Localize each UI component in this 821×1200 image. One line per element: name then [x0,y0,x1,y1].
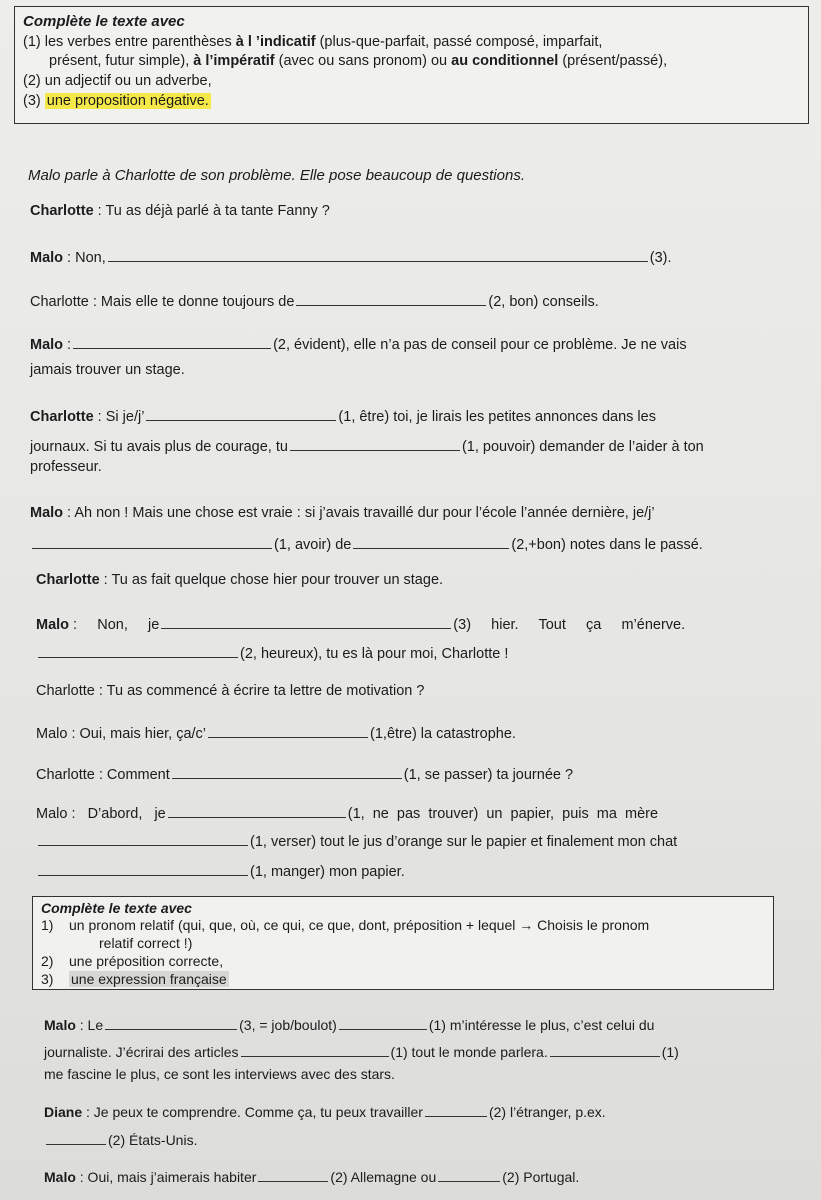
instruction2-line-1: 1) un pronom relatif (qui, que, où, ce qui, ce que, dont, préposition + lequel → Choisis le pronom [41,917,650,933]
answer-blank[interactable] [290,436,460,451]
answer-blank[interactable] [38,831,248,846]
answer-blank[interactable] [32,534,272,549]
instruction-box-2 [32,896,774,990]
dialog-line-11: Charlotte : Tu as fait quelque chose hier pour trouver un stage. [36,572,444,588]
highlighted-text-2: une expression française [71,971,227,987]
dialog-line-14: Charlotte : Tu as commencé à écrire ta lettre de motivation ? [36,683,425,699]
instruction-title: Complète le texte avec [23,13,185,30]
dialog2-line-6: Malo : Oui, mais j’aimerais habiter (2) Allemagne ou (2) Portugal. [44,1169,580,1185]
instruction-line-3: (2) un adjectif ou un adverbe, [23,73,212,89]
dialog-line-15: Malo : Oui, mais hier, ça/c’ (1,être) la catastrophe. [36,723,516,742]
instruction-box-1 [14,6,809,124]
answer-blank[interactable] [73,334,271,349]
dialog-line-19: (1, manger) mon papier. [36,861,405,880]
dialog-line-2: Malo : Non, (3). [30,247,672,266]
answer-blank[interactable] [146,406,336,421]
answer-blank[interactable] [258,1167,328,1182]
dialog-line-17: Malo : D’abord, je (1, ne pas trouver) un papier, puis ma mère [36,803,658,822]
answer-blank[interactable] [38,861,248,876]
instruction-title-2: Complète le texte avec [41,900,192,916]
dialog-line-7: journaux. Si tu avais plus de courage, tu (1, pouvoir) demander de l’aider à ton [30,436,704,455]
dialog-line-10: (1, avoir) de (2,+bon) notes dans le passé. [30,534,703,553]
instruction-line-1: (1) les verbes entre parenthèses à l ’indicatif (plus-que-parfait, passé composé, imparfait, [23,34,603,50]
dialog2-line-2: journaliste. J’écrirai des articles (1) tout le monde parlera. (1) [44,1044,679,1060]
dialog-line-9: Malo : Ah non ! Mais une chose est vraie : si j’avais travaillé dur pour l’école l’année dernière, je/j’ [30,505,655,521]
answer-blank[interactable] [108,247,648,262]
answer-blank[interactable] [38,643,238,658]
dialog2-line-5: (2) États-Unis. [44,1130,197,1148]
answer-blank[interactable] [105,1015,237,1030]
dialog-line-8: professeur. [30,459,102,475]
instruction2-line-2: 2) une préposition correcte, [41,953,224,969]
answer-blank[interactable] [168,803,346,818]
answer-blank[interactable] [550,1042,660,1057]
dialog-line-18: (1, verser) tout le jus d’orange sur le papier et finalement mon chat [36,831,677,850]
answer-blank[interactable] [172,764,402,779]
answer-blank[interactable] [161,614,451,629]
answer-blank[interactable] [353,534,509,549]
answer-blank[interactable] [296,291,486,306]
instruction-line-2: présent, futur simple), à l’impératif (avec ou sans pronom) ou au conditionnel (présent/passé), [49,53,668,69]
answer-blank[interactable] [241,1042,389,1057]
intro-text: Malo parle à Charlotte de son problème. Elle pose beaucoup de questions. [28,167,525,184]
dialog-line-5: jamais trouver un stage. [30,362,185,378]
answer-blank[interactable] [208,723,368,738]
answer-blank[interactable] [46,1130,106,1145]
answer-blank[interactable] [425,1102,487,1117]
highlighted-text: une proposition négative. [46,93,209,109]
dialog-line-6: Charlotte : Si je/j’ (1, être) toi, je lirais les petites annonces dans les [30,406,656,425]
instruction-line-4: (3) une proposition négative. [23,93,209,109]
dialog-line-3: Charlotte : Mais elle te donne toujours de (2, bon) conseils. [30,291,599,310]
instruction2-line-1b: relatif correct !) [99,935,193,951]
dialog2-line-3: me fascine le plus, ce sont les interviews avec des stars. [44,1066,395,1082]
answer-blank[interactable] [438,1167,500,1182]
answer-blank[interactable] [339,1015,427,1030]
dialog-line-12: Malo : Non, je (3) hier. Tout ça m’énerve. [36,614,685,633]
dialog2-line-4: Diane : Je peux te comprendre. Comme ça, tu peux travailler (2) l’étranger, p.ex. [44,1104,606,1120]
dialog2-line-1: Malo : Le (3, = job/boulot) (1) m’intéresse le plus, c’est celui du [44,1017,655,1033]
dialog-line-13: (2, heureux), tu es là pour moi, Charlotte ! [36,643,508,662]
dialog-line-1: Charlotte : Tu as déjà parlé à ta tante Fanny ? [30,203,330,219]
dialog-line-4: Malo : (2, évident), elle n’a pas de conseil pour ce problème. Je ne vais [30,334,687,353]
dialog-line-16: Charlotte : Comment (1, se passer) ta journée ? [36,764,573,783]
instruction2-line-3: 3) une expression française [41,971,227,987]
